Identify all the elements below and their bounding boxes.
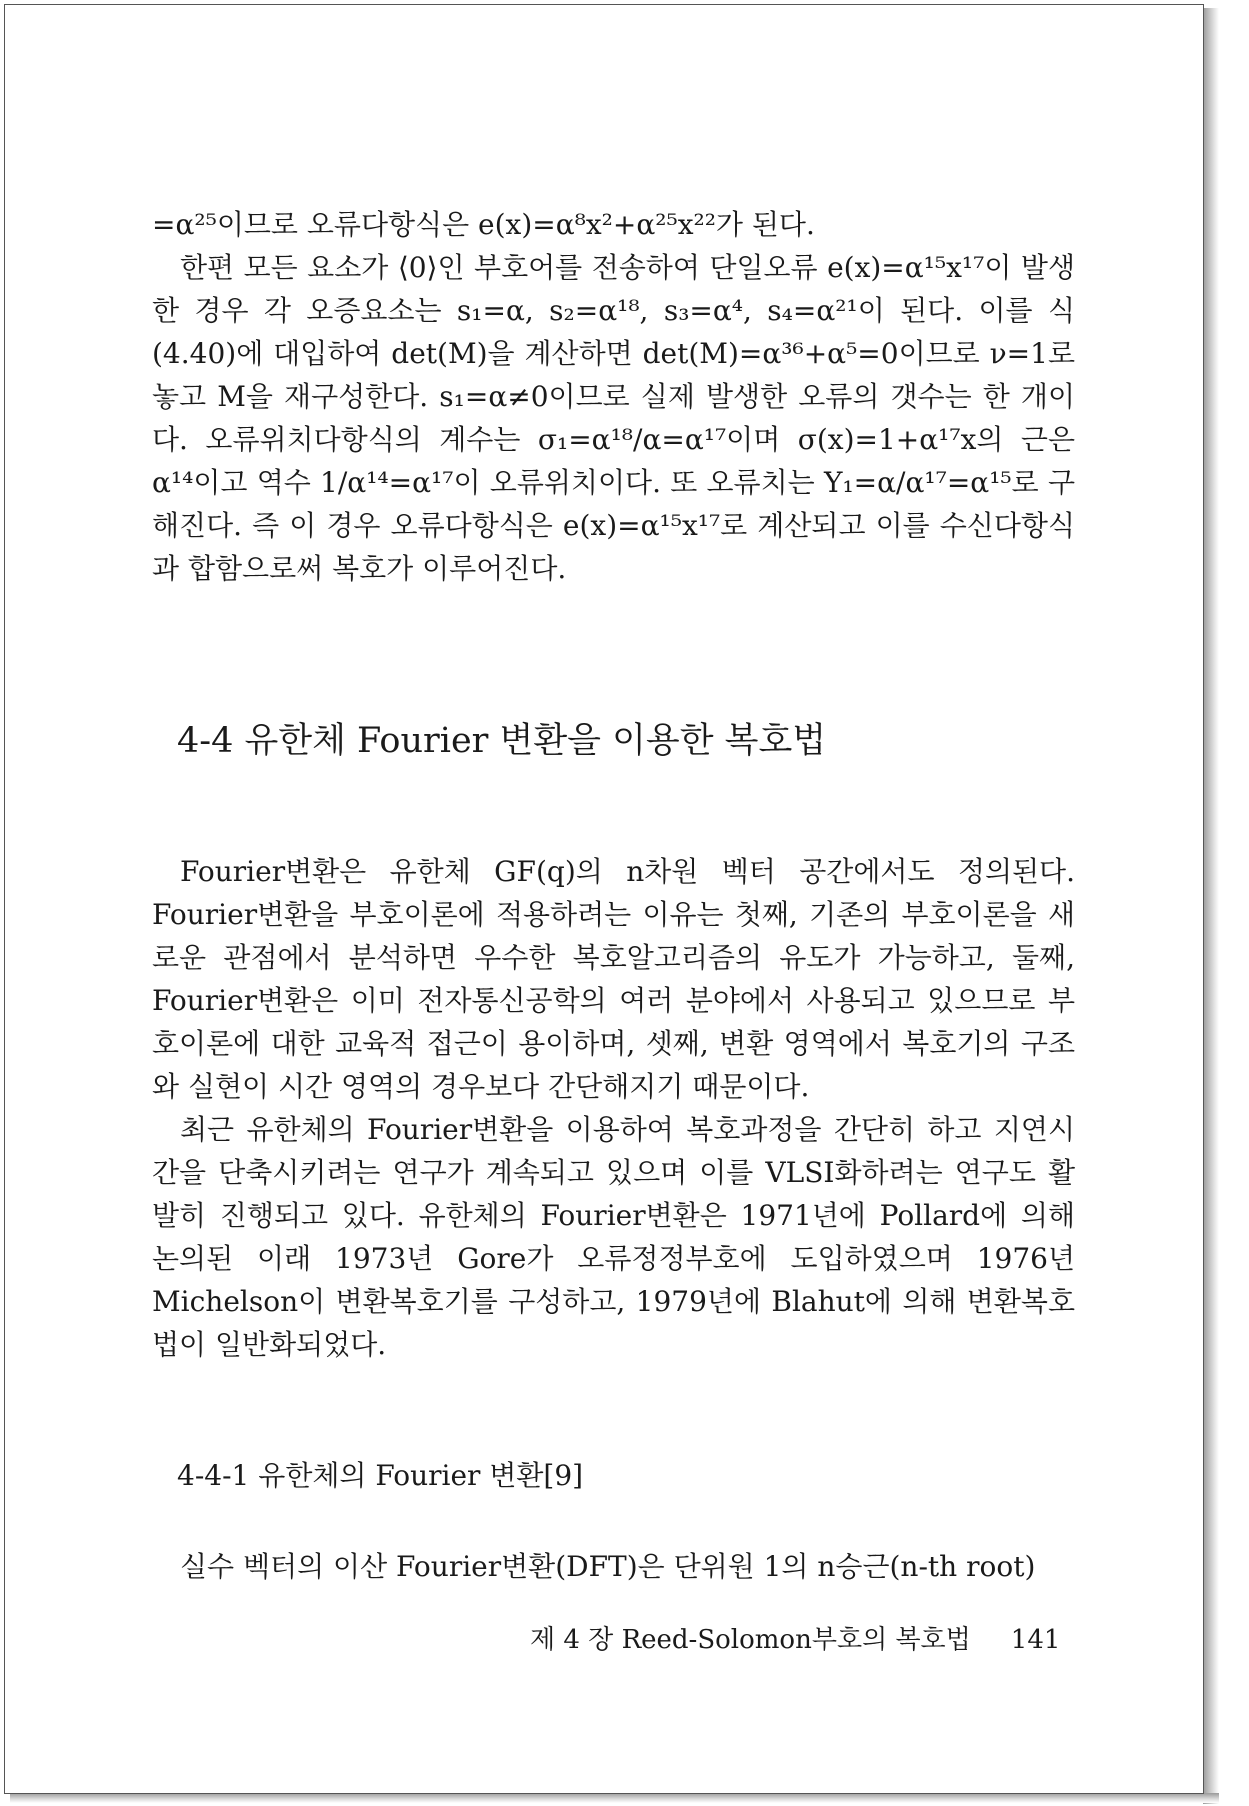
document-page [4,4,1204,1794]
chapter-label: 제 4 장 Reed-Solomon부호의 복호법 [530,1625,971,1655]
page-number: 141 [1010,1625,1061,1655]
paragraph: Fourier변환은 유한체 GF(q)의 n차원 벡터 공간에서도 정의된다. Fourier변환을 부호이론에 적용하려는 이유는 첫째, 기존의 부호이론을 새로운 관점에서 분석하면 우수한 복호알고리즘의 유도가 가능하고, 둘째, Fourier변환은 이미 전자통신공학의 여러 분야에서 사용되고 있으므로 부호이론에 대한 교육적 접근이 용이하며, 셋째, 변환 영역에서 복호기의 구조와 실현이 시간 영역의 경우보다 간단해지기 때문이다. [152,855,1075,1103]
paragraph: 최근 유한체의 Fourier변환을 이용하여 복호과정을 간단히 하고 지연시간을 단축시키려는 연구가 계속되고 있으며 이를 VLSI화하려는 연구도 활발히 진행되고 있다. 유한체의 Fourier변환은 1971년에 Pollard에 의해 논의된 이래 1973년 Gore가 오류정정부호에 도입하였으며 1976년 Michelson이 변환복호기를 구성하고, 1979년에 Blahut에 의해 변환복호법이 일반화되었다. [152,1113,1075,1361]
subsection-body [152,1545,1075,1588]
body-text-top [152,203,1075,590]
page-footer [530,1620,1060,1660]
subsection-heading: 4-4-1 유한체의 Fourier 변환[9] [177,1459,584,1492]
page-bottom-shadow [10,1793,1219,1803]
page-edge-shadow [1203,8,1219,1804]
paragraph: =α²⁵이므로 오류다항식은 e(x)=α⁸x²+α²⁵x²²가 된다. [152,208,815,241]
paragraph: 한편 모든 요소가 ⟨0⟩인 부호어를 전송하여 단일오류 e(x)=α¹⁵x¹⁷이 발생한 경우 각 오증요소는 s₁=α, s₂=α¹⁸, s₃=α⁴, s₄=α²¹이 된다. 이를 식 (4.40)에 대입하여 det(M)을 계산하면 det(M)=α³⁶+α⁵=0이므로 ν=1로 놓고 M을 재구성한다. s₁=α≠0이므로 실제 발생한 오류의 갯수는 한 개이다. 오류위치다항식의 계수는 σ₁=α¹⁸/α=α¹⁷이며 σ(x)=1+α¹⁷x의 근은 α¹⁴이고 역수 1/α¹⁴=α¹⁷이 오류위치이다. 또 오류치는 Y₁=α/α¹⁷=α¹⁵로 구해진다. 즉 이 경우 오류다항식은 e(x)=α¹⁵x¹⁷로 계산되고 이를 수신다항식과 합함으로써 복호가 이루어진다. [152,251,1075,585]
section-heading: 4-4 유한체 Fourier 변환을 이용한 복호법 [177,721,827,761]
paragraph: 실수 벡터의 이산 Fourier변환(DFT)은 단위원 1의 n승근(n-th root) [180,1550,1036,1583]
section-body [152,850,1075,1366]
